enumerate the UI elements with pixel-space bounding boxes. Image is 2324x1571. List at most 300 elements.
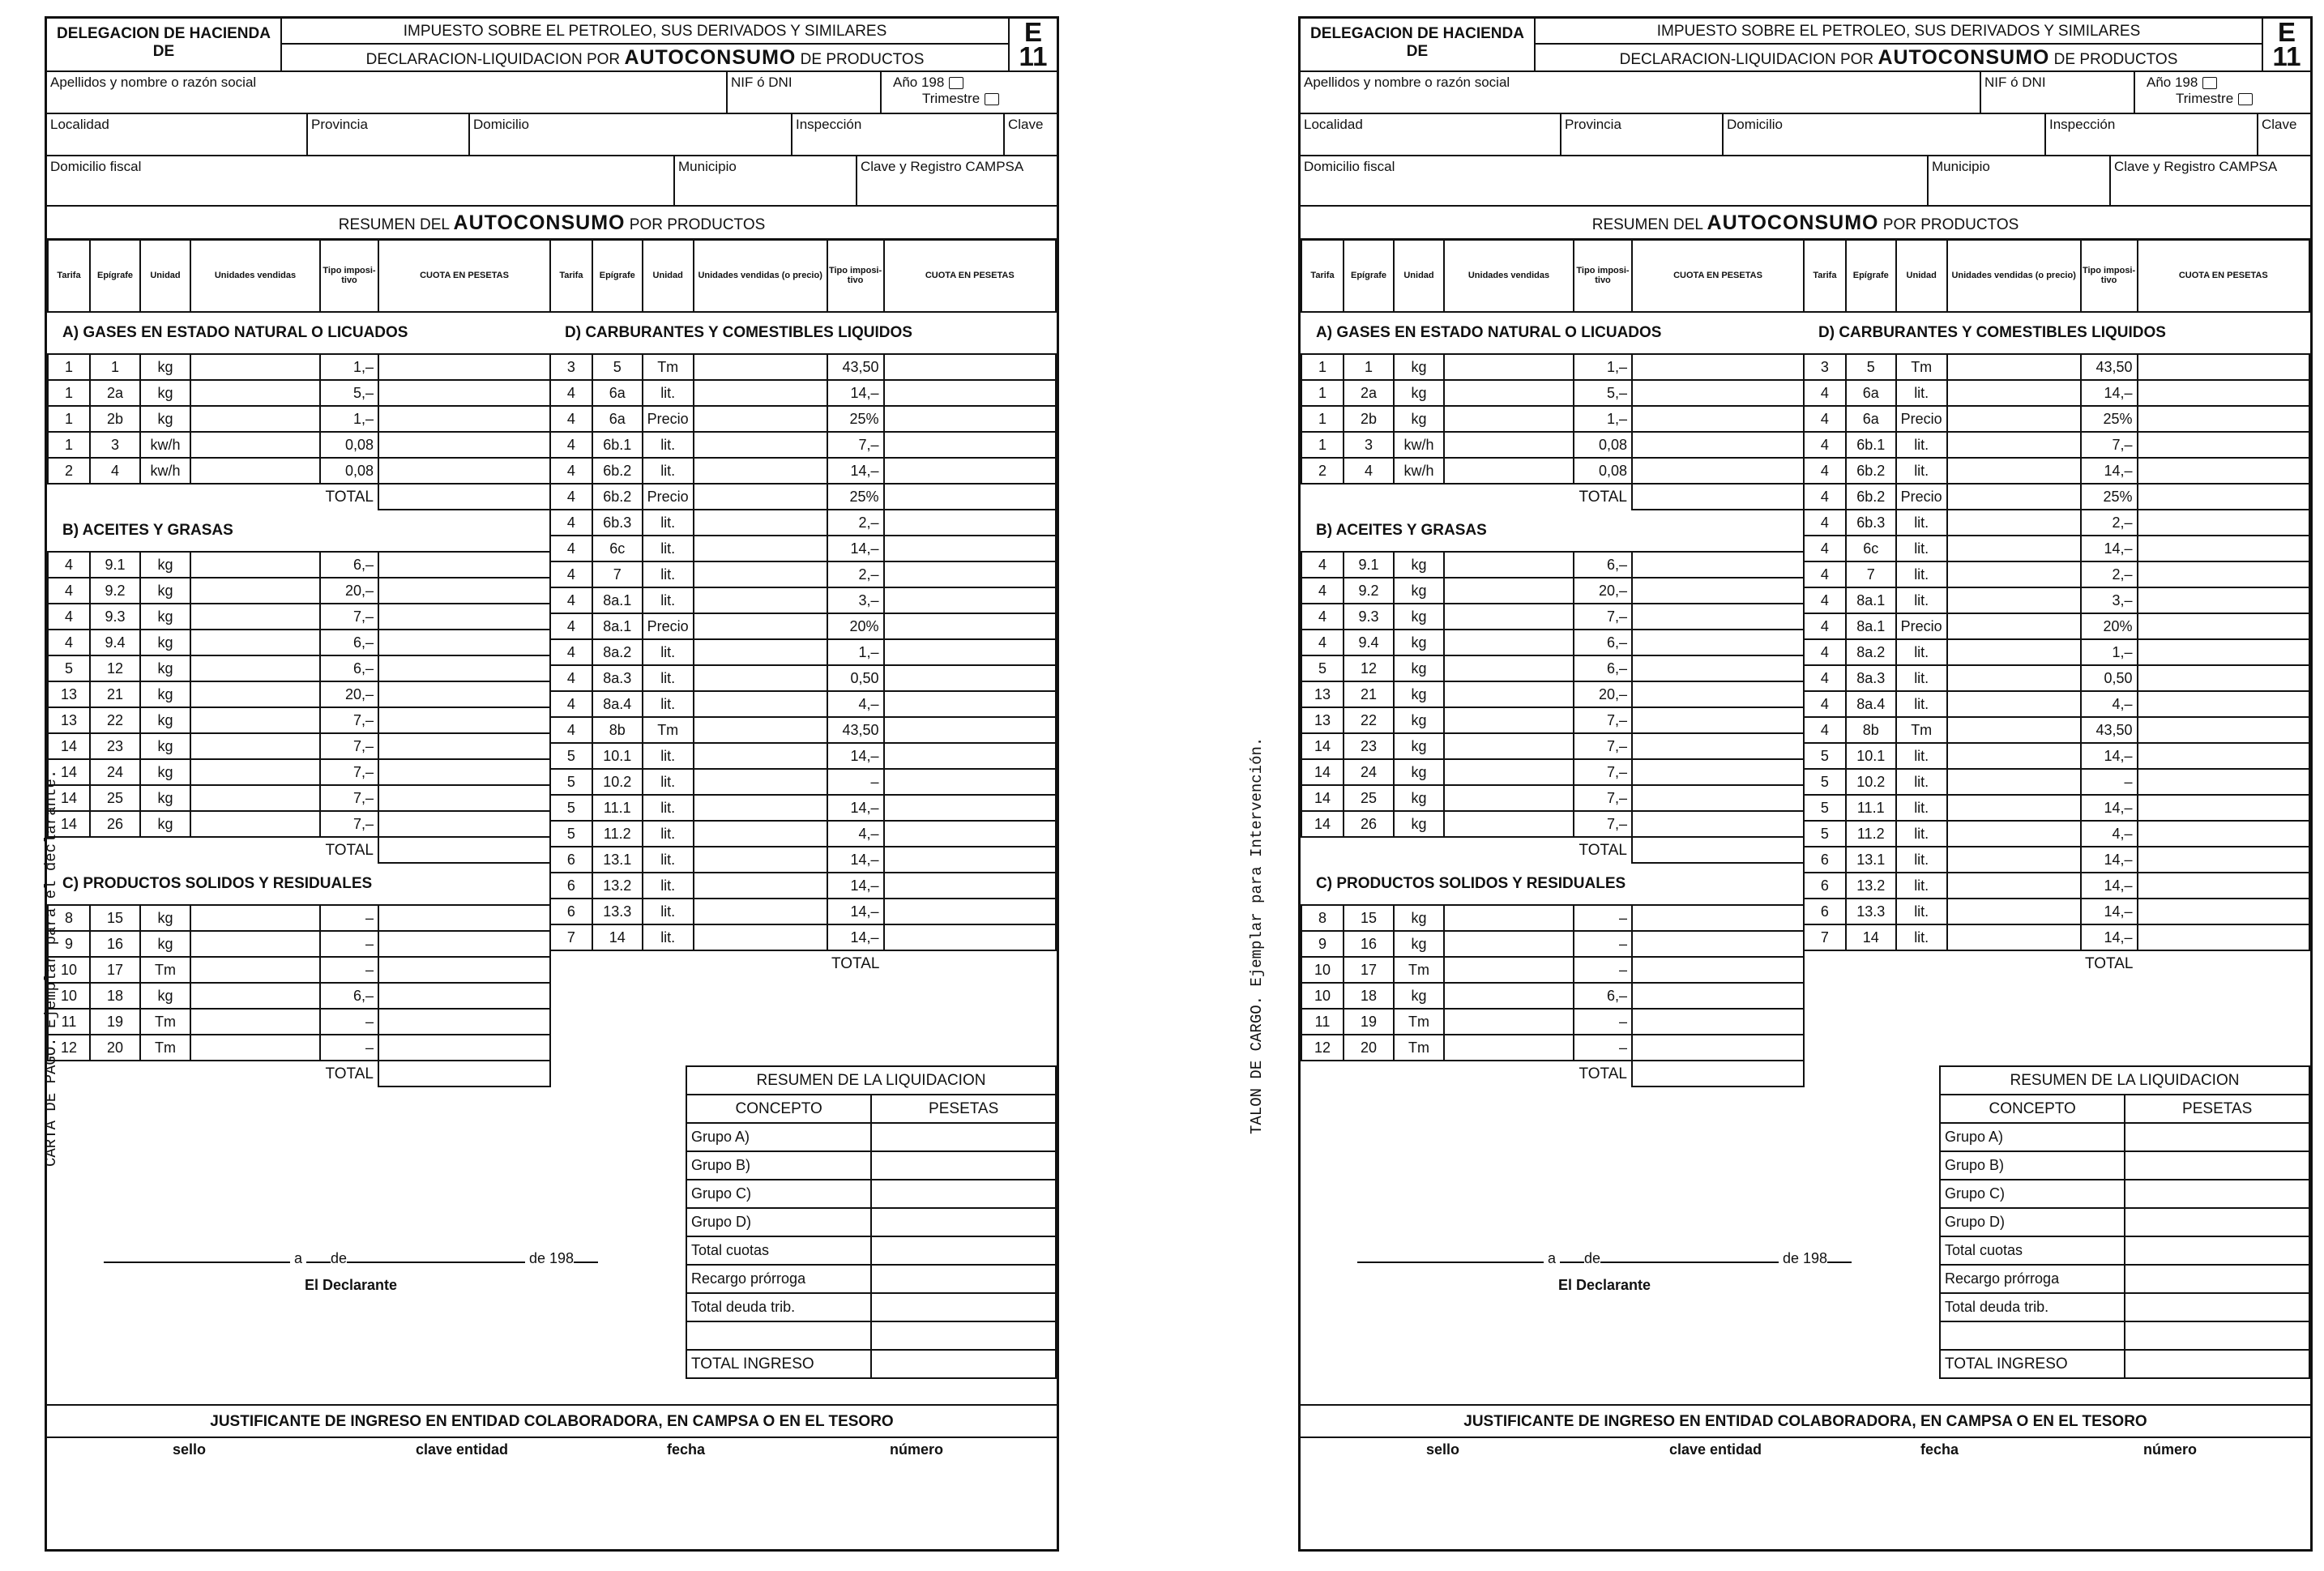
unidades-input[interactable]: [694, 561, 827, 587]
provincia-field[interactable]: Provincia: [308, 114, 470, 155]
unidades-input[interactable]: [1947, 510, 2081, 536]
unidades-input[interactable]: [694, 899, 827, 924]
unidades-input[interactable]: [1444, 957, 1574, 983]
tipo-cell: 7,–: [1574, 785, 1632, 811]
unidades-input[interactable]: [694, 613, 827, 639]
liquidacion-row: [686, 1151, 1056, 1180]
domicilio-field[interactable]: Domicilio: [1724, 114, 2046, 155]
tipo-cell: 4,–: [2081, 821, 2138, 847]
unidades-input[interactable]: [1947, 743, 2081, 769]
unidad-cell: lit.: [643, 536, 694, 561]
cuota-input[interactable]: [1632, 785, 1804, 811]
clave-field[interactable]: Clave: [2262, 117, 2297, 132]
unidades-input[interactable]: [190, 432, 320, 458]
ano-checkbox[interactable]: [2202, 77, 2217, 89]
tarifa-cell: 4: [550, 536, 592, 561]
cuota-input[interactable]: [884, 691, 1057, 717]
domicilio-fiscal-field[interactable]: Domicilio fiscal: [47, 156, 675, 205]
total-ingreso-input[interactable]: [871, 1350, 1056, 1378]
cuota-input[interactable]: [884, 613, 1057, 639]
cuota-input[interactable]: [378, 957, 550, 983]
unidades-input[interactable]: [694, 873, 827, 899]
unidades-input[interactable]: [190, 931, 320, 957]
cuota-input[interactable]: [1632, 1009, 1804, 1035]
tipo-cell: 7,–: [1574, 707, 1632, 733]
cuota-input[interactable]: [378, 983, 550, 1009]
cuota-input[interactable]: [378, 707, 550, 733]
unidad-cell: lit.: [643, 821, 694, 847]
unidad-cell: lit.: [1896, 873, 1947, 899]
tipo-cell: 0,08: [1574, 458, 1632, 484]
total-row: [48, 1061, 550, 1086]
unidades-input[interactable]: [1947, 561, 2081, 587]
unidades-input[interactable]: [1947, 847, 2081, 873]
unidades-input[interactable]: [694, 484, 827, 510]
section-row: [1804, 312, 2309, 354]
cuota-input[interactable]: [884, 406, 1057, 432]
tipo-cell: 43,50: [2081, 717, 2138, 743]
unidades-input[interactable]: [694, 847, 827, 873]
unidades-input[interactable]: [1947, 795, 2081, 821]
pesetas-input[interactable]: [2125, 1208, 2309, 1236]
epigrafe-cell: 8a.1: [592, 587, 643, 613]
domicilio-fiscal-field[interactable]: Domicilio fiscal: [1301, 156, 1929, 205]
unidades-input[interactable]: [1444, 811, 1574, 837]
unidades-input[interactable]: [694, 924, 827, 950]
unidades-input[interactable]: [1947, 639, 2081, 665]
unidades-input[interactable]: [1444, 931, 1574, 957]
unidades-input[interactable]: [1947, 484, 2081, 510]
cuota-input[interactable]: [2138, 406, 2310, 432]
apellidos-field[interactable]: Apellidos y nombre o razón social: [47, 72, 728, 113]
unidades-input[interactable]: [1444, 983, 1574, 1009]
total-ingreso-input[interactable]: [2125, 1350, 2309, 1378]
pesetas-input[interactable]: [2125, 1123, 2309, 1151]
unidades-input[interactable]: [1444, 707, 1574, 733]
unidades-input[interactable]: [1444, 432, 1574, 458]
unidades-input[interactable]: [694, 380, 827, 406]
concepto-header: CONCEPTO: [686, 1095, 871, 1123]
liquidacion-summary: [686, 1065, 1057, 1379]
cuota-input[interactable]: [1632, 380, 1804, 406]
cuota-input[interactable]: [2138, 639, 2310, 665]
row-apellidos: [1301, 72, 2310, 114]
unidades-input[interactable]: [1444, 1035, 1574, 1061]
cuota-input[interactable]: [378, 630, 550, 655]
right-table: [549, 238, 1057, 976]
cuota-input[interactable]: [378, 552, 550, 578]
cuota-input[interactable]: [884, 847, 1057, 873]
unidades-input[interactable]: [694, 536, 827, 561]
pesetas-input[interactable]: [2125, 1180, 2309, 1208]
apellidos-field[interactable]: Apellidos y nombre o razón social: [1301, 72, 1981, 113]
cuota-input[interactable]: [884, 795, 1057, 821]
cuota-input[interactable]: [378, 733, 550, 759]
cuota-input[interactable]: [1632, 552, 1804, 578]
unidades-input[interactable]: [1947, 691, 2081, 717]
unidades-input[interactable]: [190, 707, 320, 733]
cuota-input[interactable]: [378, 432, 550, 458]
unidades-input[interactable]: [694, 354, 827, 380]
total-input[interactable]: [1632, 1061, 1804, 1086]
total-input[interactable]: [378, 1061, 550, 1086]
cuota-input[interactable]: [884, 899, 1057, 924]
unidades-input[interactable]: [694, 639, 827, 665]
cuota-input[interactable]: [378, 681, 550, 707]
pesetas-input[interactable]: [871, 1265, 1056, 1293]
cuota-input[interactable]: [884, 665, 1057, 691]
cuota-input[interactable]: [2138, 821, 2310, 847]
epigrafe-cell: 9.2: [90, 578, 140, 604]
unidad-cell: kg: [1394, 406, 1444, 432]
unidad-cell: kg: [140, 380, 190, 406]
cuota-input[interactable]: [2138, 847, 2310, 873]
unidades-input[interactable]: [694, 406, 827, 432]
unidades-input[interactable]: [1444, 630, 1574, 655]
pesetas-input[interactable]: [871, 1236, 1056, 1265]
unidades-input[interactable]: [694, 458, 827, 484]
tarifa-cell: 13: [1301, 681, 1344, 707]
epigrafe-cell: 8a.3: [1846, 665, 1896, 691]
pesetas-input[interactable]: [2125, 1236, 2309, 1265]
epigrafe-cell: 21: [1344, 681, 1394, 707]
epigrafe-cell: 2a: [1344, 380, 1394, 406]
unidades-input[interactable]: [694, 717, 827, 743]
cuota-input[interactable]: [884, 561, 1057, 587]
cuota-input[interactable]: [2138, 691, 2310, 717]
clave-field[interactable]: Clave: [1008, 117, 1044, 132]
cuota-input[interactable]: [884, 380, 1057, 406]
cuota-input[interactable]: [2138, 769, 2310, 795]
form-header: [47, 19, 1057, 72]
column-header-row: [1804, 239, 2309, 312]
municipio-field[interactable]: Municipio: [675, 156, 857, 205]
unidades-input[interactable]: [190, 458, 320, 484]
cuota-input[interactable]: [1632, 655, 1804, 681]
column-header: Tipo imposi-tivo: [827, 239, 884, 312]
unidades-input[interactable]: [1947, 821, 2081, 847]
cuota-input[interactable]: [2138, 899, 2310, 924]
unidades-input[interactable]: [190, 957, 320, 983]
cuota-input[interactable]: [1632, 681, 1804, 707]
cuota-input[interactable]: [884, 458, 1057, 484]
unidades-input[interactable]: [1444, 733, 1574, 759]
cuota-input[interactable]: [1632, 354, 1804, 380]
table-row: [1301, 552, 1804, 578]
pesetas-input[interactable]: [871, 1180, 1056, 1208]
pesetas-input[interactable]: [871, 1123, 1056, 1151]
epigrafe-cell: 16: [90, 931, 140, 957]
cuota-input[interactable]: [2138, 536, 2310, 561]
clave-campsa-field[interactable]: Clave y Registro CAMPSA: [861, 159, 1024, 174]
localidad-field[interactable]: Localidad: [1301, 114, 1561, 155]
unidad-cell: lit.: [643, 380, 694, 406]
delegation-title: DELEGACION DE HACIENDA: [1310, 25, 1524, 42]
total-input[interactable]: [378, 484, 550, 510]
unidades-input[interactable]: [694, 769, 827, 795]
pesetas-input[interactable]: [871, 1208, 1056, 1236]
cuota-input[interactable]: [884, 510, 1057, 536]
cuota-input[interactable]: [884, 536, 1057, 561]
unidades-input[interactable]: [694, 510, 827, 536]
cuota-input[interactable]: [2138, 743, 2310, 769]
cuota-input[interactable]: [1632, 578, 1804, 604]
tipo-cell: –: [1574, 957, 1632, 983]
cuota-input[interactable]: [1632, 1035, 1804, 1061]
unidades-input[interactable]: [1444, 785, 1574, 811]
cuota-input[interactable]: [884, 873, 1057, 899]
tipo-cell: –: [1574, 905, 1632, 931]
cuota-input[interactable]: [2138, 613, 2310, 639]
cuota-input[interactable]: [2138, 665, 2310, 691]
cuota-input[interactable]: [378, 811, 550, 837]
trimestre-checkbox[interactable]: [2238, 93, 2253, 105]
cuota-input[interactable]: [378, 578, 550, 604]
cuota-input[interactable]: [1632, 458, 1804, 484]
unidades-input[interactable]: [1444, 604, 1574, 630]
epigrafe-cell: 26: [1344, 811, 1394, 837]
cuota-input[interactable]: [2138, 510, 2310, 536]
table-row: [48, 785, 550, 811]
pesetas-input[interactable]: [2125, 1293, 2309, 1321]
cuota-input[interactable]: [1632, 983, 1804, 1009]
unidades-input[interactable]: [1444, 1009, 1574, 1035]
unidades-input[interactable]: [190, 785, 320, 811]
pesetas-input[interactable]: [2125, 1321, 2309, 1350]
trimestre-checkbox[interactable]: [985, 93, 999, 105]
unidades-input[interactable]: [1947, 406, 2081, 432]
cuota-input[interactable]: [2138, 795, 2310, 821]
unidades-input[interactable]: [190, 578, 320, 604]
concepto-cell: Grupo B): [1940, 1151, 2125, 1180]
unidades-input[interactable]: [694, 743, 827, 769]
tarifa-cell: 5: [1804, 821, 1846, 847]
cuota-input[interactable]: [884, 432, 1057, 458]
unidades-input[interactable]: [1947, 458, 2081, 484]
unidades-input[interactable]: [190, 655, 320, 681]
unidades-input[interactable]: [190, 905, 320, 931]
total-input[interactable]: [1632, 837, 1804, 863]
unidad-cell: lit.: [1896, 458, 1947, 484]
tipo-cell: 1,–: [320, 354, 378, 380]
cuota-input[interactable]: [1632, 931, 1804, 957]
column-header: Tipo imposi-tivo: [2081, 239, 2138, 312]
cuota-input[interactable]: [884, 354, 1057, 380]
cuota-input[interactable]: [884, 717, 1057, 743]
unidades-input[interactable]: [694, 587, 827, 613]
cuota-input[interactable]: [2138, 924, 2310, 950]
unidad-cell: Tm: [140, 957, 190, 983]
cuota-input[interactable]: [2138, 458, 2310, 484]
cuota-input[interactable]: [2138, 873, 2310, 899]
municipio-field[interactable]: Municipio: [1929, 156, 2111, 205]
unidades-input[interactable]: [190, 733, 320, 759]
unidades-input[interactable]: [1947, 536, 2081, 561]
cuota-input[interactable]: [1632, 630, 1804, 655]
table-row: [1301, 380, 1804, 406]
domicilio-field[interactable]: Domicilio: [470, 114, 792, 155]
cuota-input[interactable]: [884, 743, 1057, 769]
unidad-cell: lit.: [1896, 769, 1947, 795]
unidades-input[interactable]: [190, 354, 320, 380]
section-row: [1301, 510, 1804, 552]
cuota-input[interactable]: [378, 759, 550, 785]
table-row: [1301, 905, 1804, 931]
unidades-input[interactable]: [1947, 354, 2081, 380]
unidades-input[interactable]: [694, 665, 827, 691]
cuota-input[interactable]: [378, 406, 550, 432]
unidades-input[interactable]: [190, 380, 320, 406]
cuota-input[interactable]: [2138, 717, 2310, 743]
inspeccion-field[interactable]: Inspección: [2046, 114, 2258, 155]
unidades-input[interactable]: [1947, 899, 2081, 924]
delegation-de: DE: [152, 43, 175, 60]
unidades-input[interactable]: [190, 552, 320, 578]
cuota-input[interactable]: [1632, 733, 1804, 759]
epigrafe-cell: 6b.2: [592, 458, 643, 484]
inspeccion-field[interactable]: Inspección: [792, 114, 1005, 155]
epigrafe-cell: 26: [90, 811, 140, 837]
unidades-input[interactable]: [1444, 655, 1574, 681]
cuota-input[interactable]: [378, 1035, 550, 1061]
cuota-input[interactable]: [378, 655, 550, 681]
unidades-input[interactable]: [1947, 924, 2081, 950]
unidades-input[interactable]: [190, 604, 320, 630]
unidades-input[interactable]: [1947, 665, 2081, 691]
cuota-input[interactable]: [1632, 905, 1804, 931]
unidades-input[interactable]: [694, 691, 827, 717]
pesetas-input[interactable]: [871, 1321, 1056, 1350]
total-input[interactable]: [378, 837, 550, 863]
unidad-cell: lit.: [643, 561, 694, 587]
cuota-input[interactable]: [378, 354, 550, 380]
row-localidad: [47, 114, 1057, 156]
liquidacion-header-row: [686, 1095, 1056, 1123]
cuota-input[interactable]: [1632, 811, 1804, 837]
justificante-title: JUSTIFICANTE DE INGRESO EN ENTIDAD COLABORADORA, EN CAMPSA O EN EL TESORO: [1301, 1404, 2310, 1438]
tipo-cell: 5,–: [320, 380, 378, 406]
cuota-input[interactable]: [2138, 354, 2310, 380]
localidad-field[interactable]: Localidad: [47, 114, 308, 155]
tipo-cell: 2,–: [2081, 510, 2138, 536]
table-row: [1301, 785, 1804, 811]
cuota-input[interactable]: [884, 924, 1057, 950]
cuota-input[interactable]: [378, 905, 550, 931]
cuota-input[interactable]: [378, 931, 550, 957]
epigrafe-cell: 3: [90, 432, 140, 458]
unidades-input[interactable]: [1444, 552, 1574, 578]
nif-field[interactable]: NIF ó DNI: [728, 72, 882, 113]
unidades-input[interactable]: [1444, 380, 1574, 406]
unidades-input[interactable]: [1947, 717, 2081, 743]
pesetas-input[interactable]: [2125, 1265, 2309, 1293]
cuota-input[interactable]: [884, 639, 1057, 665]
pesetas-input[interactable]: [871, 1151, 1056, 1180]
cuota-input[interactable]: [378, 604, 550, 630]
provincia-field[interactable]: Provincia: [1561, 114, 1724, 155]
ano-checkbox[interactable]: [949, 77, 963, 89]
unidades-input[interactable]: [1444, 905, 1574, 931]
unidades-input[interactable]: [694, 795, 827, 821]
tipo-cell: –: [320, 957, 378, 983]
cuota-input[interactable]: [884, 484, 1057, 510]
unidades-input[interactable]: [1444, 759, 1574, 785]
epigrafe-cell: 16: [1344, 931, 1394, 957]
cuota-input[interactable]: [1632, 604, 1804, 630]
unidades-input[interactable]: [1947, 587, 2081, 613]
unidades-input[interactable]: [1947, 873, 2081, 899]
pesetas-input[interactable]: [2125, 1151, 2309, 1180]
table-row: [48, 707, 550, 733]
unidades-input[interactable]: [190, 811, 320, 837]
cuota-input[interactable]: [2138, 561, 2310, 587]
cuota-input[interactable]: [884, 587, 1057, 613]
cuota-input[interactable]: [1632, 759, 1804, 785]
cuota-input[interactable]: [1632, 707, 1804, 733]
table-row: [1804, 484, 2309, 510]
unidades-input[interactable]: [190, 1035, 320, 1061]
unidades-input[interactable]: [1444, 681, 1574, 707]
cuota-input[interactable]: [378, 458, 550, 484]
unidades-input[interactable]: [1444, 406, 1574, 432]
tipo-cell: 7,–: [320, 733, 378, 759]
cuota-input[interactable]: [2138, 484, 2310, 510]
pesetas-input[interactable]: [871, 1293, 1056, 1321]
unidades-input[interactable]: [1947, 380, 2081, 406]
cuota-input[interactable]: [1632, 406, 1804, 432]
clave-campsa-field[interactable]: Clave y Registro CAMPSA: [2114, 159, 2278, 174]
unidades-input[interactable]: [190, 1009, 320, 1035]
tarifa-cell: 4: [1301, 604, 1344, 630]
unidades-input[interactable]: [1947, 432, 2081, 458]
tarifa-cell: 4: [1804, 510, 1846, 536]
unidades-input[interactable]: [190, 681, 320, 707]
unidades-input[interactable]: [190, 759, 320, 785]
unidades-input[interactable]: [1444, 354, 1574, 380]
unidades-input[interactable]: [190, 406, 320, 432]
cuota-input[interactable]: [1632, 432, 1804, 458]
cuota-input[interactable]: [378, 380, 550, 406]
total-input[interactable]: [1632, 484, 1804, 510]
cuota-input[interactable]: [2138, 380, 2310, 406]
epigrafe-cell: 6b.3: [592, 510, 643, 536]
unidades-input[interactable]: [190, 983, 320, 1009]
table-row: [1804, 432, 2309, 458]
epigrafe-cell: 8a.4: [1846, 691, 1896, 717]
cuota-input[interactable]: [884, 769, 1057, 795]
tarifa-cell: 4: [550, 561, 592, 587]
cuota-input[interactable]: [2138, 587, 2310, 613]
unidades-input[interactable]: [190, 630, 320, 655]
epigrafe-cell: 4: [1344, 458, 1394, 484]
unidad-cell: lit.: [643, 769, 694, 795]
unidades-input[interactable]: [1444, 458, 1574, 484]
cuota-input[interactable]: [378, 1009, 550, 1035]
epigrafe-cell: 8b: [592, 717, 643, 743]
cuota-input[interactable]: [884, 821, 1057, 847]
unidades-input[interactable]: [1947, 613, 2081, 639]
unidades-input[interactable]: [694, 432, 827, 458]
unidad-cell: kg: [1394, 380, 1444, 406]
epigrafe-cell: 21: [90, 681, 140, 707]
cuota-input[interactable]: [1632, 957, 1804, 983]
cuota-input[interactable]: [2138, 432, 2310, 458]
unidades-input[interactable]: [1947, 769, 2081, 795]
cuota-input[interactable]: [378, 785, 550, 811]
unidades-input[interactable]: [1444, 578, 1574, 604]
unidades-input[interactable]: [694, 821, 827, 847]
nif-field[interactable]: NIF ó DNI: [1981, 72, 2135, 113]
